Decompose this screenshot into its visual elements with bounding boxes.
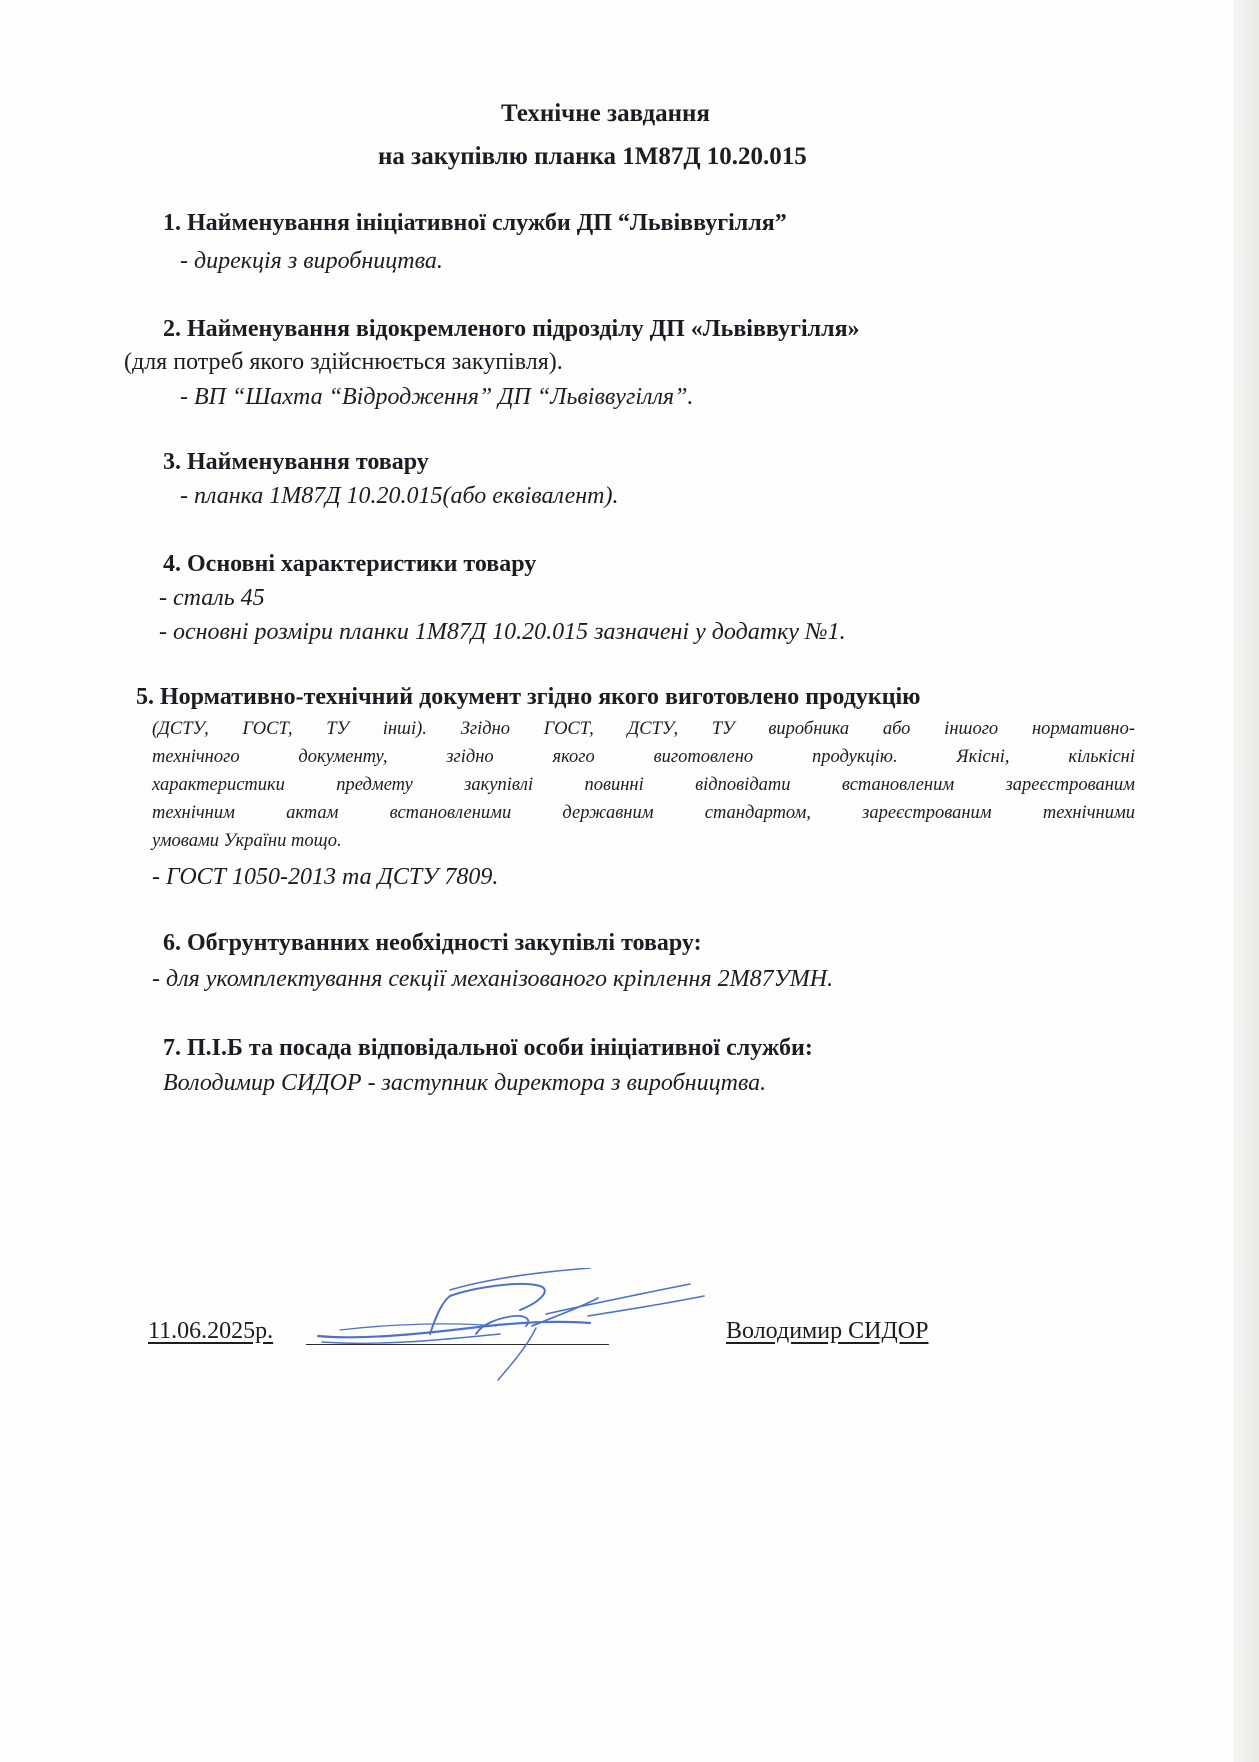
section-2-heading: 2. Найменування відокремленого підрозділу ДП «Львіввугілля» — [163, 316, 860, 342]
section-2-subline: (для потреб якого здійснюється закупівля). — [124, 349, 563, 375]
section-7-heading: 7. П.І.Б та посада відповідальної особи ініціативної служби: — [163, 1035, 813, 1061]
section-4-value-1: - сталь 45 — [159, 585, 265, 611]
doc-title-line1: Технічне завдання — [501, 100, 710, 127]
section-5-heading: 5. Нормативно-технічний документ згідно якого виготовлено продукцію — [136, 684, 921, 710]
section-1-value: - дирекція з виробництва. — [180, 248, 443, 274]
section-5-desc-line-5: умовами України тощо. — [152, 831, 342, 851]
doc-title-line2: на закупівлю планка 1М87Д 10.20.015 — [378, 143, 807, 170]
section-3-heading: 3. Найменування товару — [163, 449, 429, 475]
section-4-heading: 4. Основні характеристики товару — [163, 551, 537, 577]
section-7-value: Володимир СИДОР - заступник директора з виробництва. — [163, 1070, 767, 1096]
section-5-desc-line-4: технічним актам встановленими державним стандартом, зареєстрованим технічними — [152, 803, 1135, 823]
section-6-heading: 6. Обгрунтуванних необхідності закупівлі товару: — [163, 930, 702, 956]
signature-date: 11.06.2025р. — [148, 1318, 274, 1344]
section-5-desc-line-1: (ДСТУ, ГОСТ, ТУ інші). Згідно ГОСТ, ДСТУ, ТУ виробника або іншого нормативно- — [152, 719, 1135, 739]
section-4-value-2: - основні розміри планки 1М87Д 10.20.015 зазначені у додатку №1. — [159, 619, 846, 645]
section-3-value: - планка 1М87Д 10.20.015(або еквівалент). — [180, 483, 619, 509]
signatory-name: Володимир СИДОР — [726, 1318, 929, 1344]
section-5-value: - ГОСТ 1050-2013 та ДСТУ 7809. — [152, 864, 499, 890]
handwritten-signature — [300, 1268, 720, 1388]
section-1-heading: 1. Найменування ініціативної служби ДП “Львіввугілля” — [163, 210, 787, 236]
section-2-value: - ВП “Шахта “Відродження” ДП “Львіввугілля”. — [180, 384, 694, 410]
scan-edge — [1233, 0, 1259, 1762]
section-6-value: - для укомплектування секції механізованого кріплення 2М87УМН. — [152, 966, 834, 992]
section-5-desc-line-3: характеристики предмету закупівлі повинні відповідати встановленим зареєстрованим — [152, 775, 1135, 795]
section-5-desc-line-2: технічного документу, згідно якого виготовлено продукцію. Якісні, кількісні — [152, 747, 1135, 767]
